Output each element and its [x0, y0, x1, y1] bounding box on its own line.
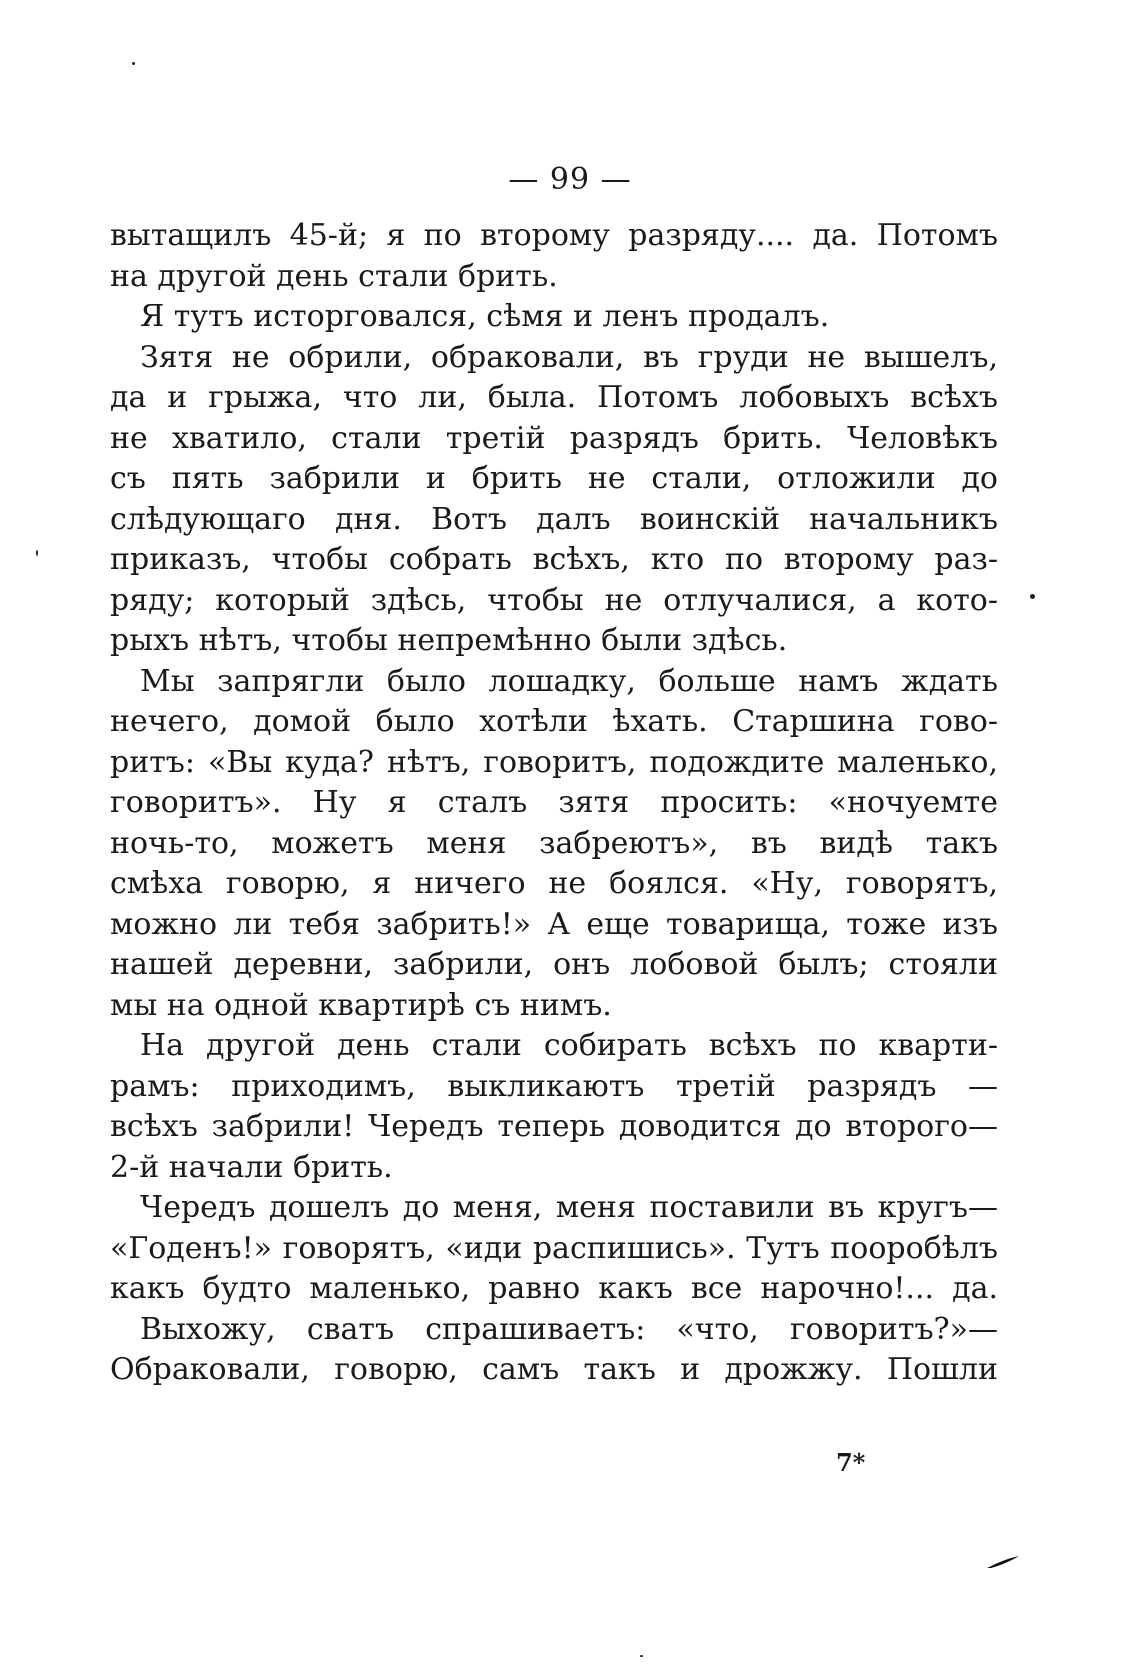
text-line: мы на одной квартирѣ съ нимъ. [110, 987, 612, 1023]
text-line: вытащилъ 45-й; я по второму разряду.... да. Потомъ [110, 218, 998, 253]
text-line: нечего, домой было хотѣли ѣхать. Старшина гово- [110, 704, 998, 739]
text-line: ряду; который здѣсь, чтобы не отлучалися, а кото- [110, 582, 998, 618]
text-line: да и грыжа, что ли, была. Потомъ лобовыхъ всѣхъ [110, 380, 998, 415]
scan-speck [640, 1655, 643, 1657]
text-line: не хватило, стали третій разрядъ брить. Человѣкъ [110, 420, 998, 456]
text-line: всѣхъ забрили! Чередъ теперь доводится до второго— [110, 1109, 998, 1144]
text-line: Зятя не обрили, обраковали, въ груди не вышелъ, [140, 339, 998, 375]
scan-speck [132, 62, 135, 65]
signature-mark: 7* [836, 1448, 866, 1477]
text-line: на другой день стали брить. [110, 258, 558, 294]
text-line: приказъ, чтобы собрать всѣхъ, кто по второму раз- [110, 542, 998, 577]
text-line: съ пять забрили и брить не стали, отложили до [110, 461, 998, 496]
text-line: нашей деревни, забрили, онъ лобовой былъ; стояли [110, 947, 998, 982]
text-line: Мы запрягли было лошадку, больше намъ ждать [140, 663, 998, 699]
text-line: смѣха говорю, я ничего не боялся. «Ну, говорятъ, [110, 866, 998, 901]
page-number: — 99 — [508, 162, 632, 197]
text-line: Чередъ дошелъ до меня, меня поставили въ кругъ— [140, 1190, 998, 1225]
text-line: Я тутъ исторговался, сѣмя и ленъ продалъ. [140, 299, 830, 334]
text-line: Выхожу, сватъ спрашиваетъ: «что, говоритъ?»— [140, 1311, 998, 1347]
text-line: рамъ: приходимъ, выкликаютъ третій разрядъ — [110, 1068, 998, 1104]
text-line: «Годенъ!» говорятъ, «иди распишись». Тутъ пооробѣлъ [110, 1230, 998, 1266]
scan-speck [36, 550, 38, 556]
text-line: 2-й начали брить. [110, 1149, 393, 1185]
text-line: ночь-то, можетъ меня забреютъ», въ видѣ такъ [110, 825, 998, 861]
scan-speck [1030, 594, 1035, 599]
text-line: можно ли тебя забрить!» А еще товарища, тоже изъ [110, 906, 998, 942]
text-line: ритъ: «Вы куда? нѣтъ, говоритъ, подождите маленько, [110, 744, 998, 780]
text-line: какъ будто маленько, равно какъ все нарочно!... да. [110, 1271, 998, 1306]
ink-quill-mark [985, 1555, 1021, 1569]
body-text [110, 216, 998, 1391]
text-line: Обраковали, говорю, самъ такъ и дрожжу. Пошли [110, 1352, 998, 1387]
text-line: слѣдующаго дня. Вотъ далъ воинскій начальникъ [110, 501, 998, 537]
text-line: На другой день стали собирать всѣхъ по кварти- [140, 1028, 998, 1063]
text-line: говоритъ». Ну я сталъ зятя просить: «ночуемте [110, 785, 998, 820]
text-line: рыхъ нѣтъ, чтобы непремѣнно были здѣсь. [110, 623, 788, 658]
